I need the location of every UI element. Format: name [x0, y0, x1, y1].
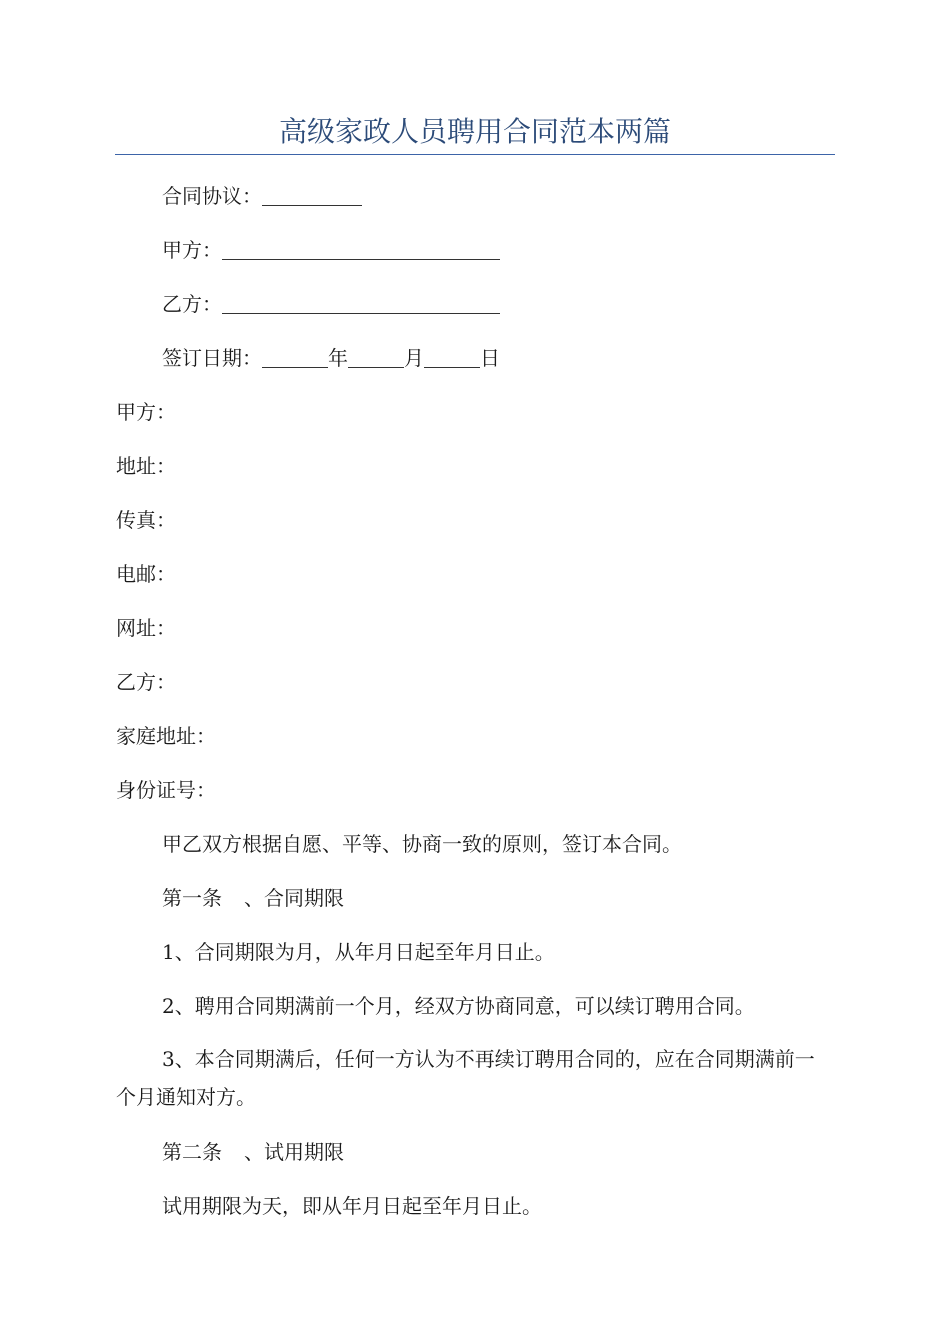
month-blank [348, 349, 404, 368]
party-b-blank [222, 295, 500, 314]
fax-label: 传真： [116, 508, 176, 532]
clause-3: 3、本合同期满后，任何一方认为不再续订聘用合同的，应在合同期满前一个月通知对方。 [116, 1047, 815, 1109]
sign-date-field [162, 346, 500, 370]
party-a-field [162, 238, 500, 262]
year-blank [262, 349, 328, 368]
contract-field [162, 184, 362, 208]
article-1-heading [162, 886, 344, 910]
id-number-label: 身份证号： [116, 778, 216, 802]
year-label: 年 [328, 346, 348, 370]
party-a-label: 甲方： [162, 238, 222, 262]
website-label: 网址： [116, 616, 176, 640]
clause-2: 2、聘用合同期满前一个月，经双方协商同意，可以续订聘用合同。 [162, 994, 755, 1018]
party-b-label: 乙方： [162, 292, 222, 316]
clause-1: 1、合同期限为月，从年月日起至年月日止。 [162, 940, 555, 964]
party-b-field [162, 292, 500, 316]
party-b-heading: 乙方： [116, 670, 176, 694]
article-2-title: 、试用期限 [244, 1140, 344, 1164]
article-2-number: 第二条 [162, 1140, 222, 1164]
document-title: 高级家政人员聘用合同范本两篇 [278, 115, 671, 148]
probation-clause: 试用期限为天，即从年月日起至年月日止。 [162, 1194, 542, 1218]
party-a-blank [222, 241, 500, 260]
month-label: 月 [404, 346, 424, 370]
address-label: 地址： [116, 454, 176, 478]
day-blank [424, 349, 480, 368]
home-address-label: 家庭地址： [116, 724, 216, 748]
contract-blank [262, 187, 362, 206]
sign-date-label: 签订日期： [162, 346, 262, 370]
party-a-heading: 甲方： [116, 400, 176, 424]
email-label: 电邮： [116, 562, 176, 586]
article-1-number: 第一条 [162, 886, 222, 910]
article-2-heading [162, 1140, 344, 1164]
intro-paragraph: 甲乙双方根据自愿、平等、协商一致的原则，签订本合同。 [162, 832, 682, 856]
day-label: 日 [480, 346, 500, 370]
article-1-title: 、合同期限 [244, 886, 344, 910]
contract-label: 合同协议： [162, 184, 262, 208]
title-underline [115, 154, 835, 155]
